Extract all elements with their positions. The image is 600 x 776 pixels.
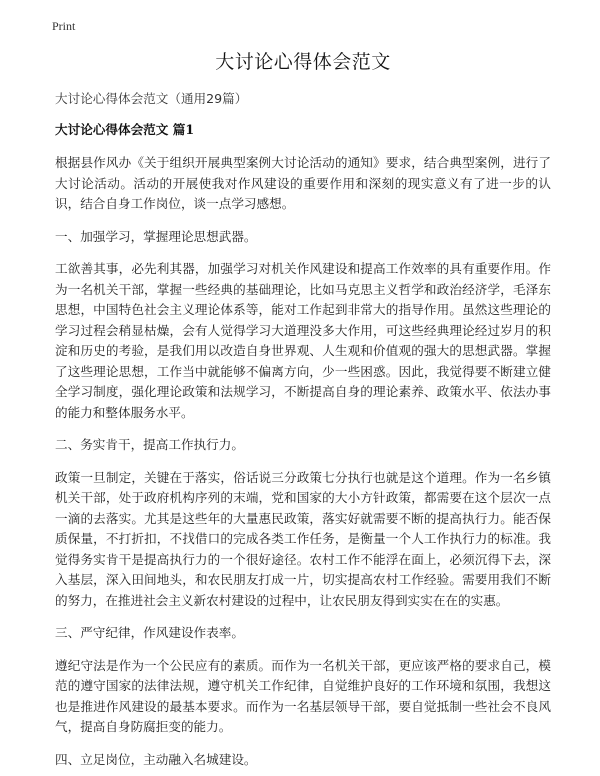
paragraph-body-2: 政策一旦制定，关键在于落实，俗话说三分政策七分执行也就是这个道理。作为一名乡镇机关干部，处于政府机构序列的末端，党和国家的大小方针政策，都需要在这个层次一点一滴的去落实。尤其是这些年的大量惠民政策，落实好就需要不断的提高执行力。能否保质保量，不打折扣，不找借口的完成各类工作任务，是衡量一个人工作执行力的标准。我觉得务实肯干是提高执行力的一个很好途径。农村工作不能浮在面上，必须沉得下去，深入基层，深入田间地头，和农民朋友打成一片，切实提高农村工作经验。需要用我们不断的努力，在推进社会主义新农村建设的过程中，让农民朋友得到实实在在的实惠。 bbox=[55, 469, 551, 608]
paragraph-heading-3: 三、严守纪律，作风建设作表率。 bbox=[55, 625, 244, 640]
paragraph-heading-2: 二、务实肯干，提高工作执行力。 bbox=[55, 437, 244, 452]
section-heading: 大讨论心得体会范文 篇1 bbox=[55, 122, 195, 137]
document-subtitle: 大讨论心得体会范文（通用29篇） bbox=[55, 91, 248, 106]
document-body bbox=[55, 48, 551, 770]
paragraph-body-1: 工欲善其事，必先利其器，加强学习对机关作风建设和提高工作效率的具有重要作用。作为一名机关干部，掌握一些经典的基础理论，比如马克思主义哲学和政治经济学，毛泽东思想，中国特色社会主义理论体系等，能对工作起到非常大的指导作用。虽然这些理论的学习过程会稍显枯燥，会有人觉得学习大道理没多大作用，可这些经典理论经过岁月的积淀和历史的考验，是我们用以改造自身世界观、人生观和价值观的强大的思想武器。掌握了这些理论思想，工作当中就能够不偏离方向，少一些困惑。因此，我觉得要不断建立健全学习制度，强化理论政策和法规学习，不断提高自身的理论素养、政策水平、依法办事的能力和整体服务水平。 bbox=[55, 261, 551, 420]
paragraph-body-3: 遵纪守法是作为一个公民应有的素质。而作为一名机关干部，更应该严格的要求自己，模范的遵守国家的法律法规，遵守机关工作纪律，自觉维护良好的工作环境和氛围，我想这也是推进作风建设的最基本要求。而作为一名基层领导干部，要自觉抵制一些社会不良风气，提高自身防腐拒变的能力。 bbox=[55, 657, 551, 734]
print-link[interactable]: Print bbox=[52, 19, 76, 33]
document-title: 大讨论心得体会范文 bbox=[215, 51, 391, 73]
paragraph-heading-4: 四、立足岗位，主动融入名城建设。 bbox=[55, 751, 257, 767]
paragraph-intro: 根据县作风办《关于组织开展典型案例大讨论活动的通知》要求，结合典型案例，进行了大讨论活动。活动的开展使我对作风建设的重要作用和深刻的现实意义有了进一步的认识，结合自身工作岗位，谈一点学习感想。 bbox=[55, 155, 551, 211]
paragraph-heading-1: 一、加强学习，掌握理论思想武器。 bbox=[55, 228, 257, 244]
